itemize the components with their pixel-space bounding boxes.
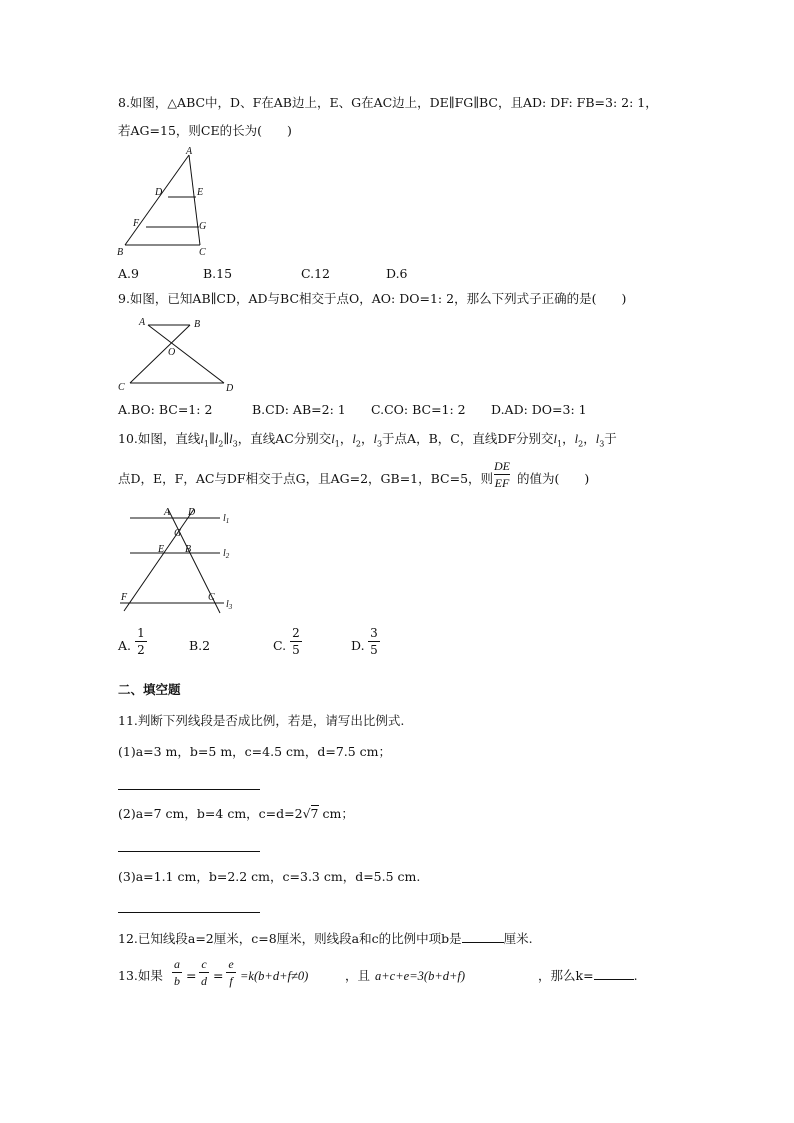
q11-answer-line-2[interactable] xyxy=(118,851,260,852)
q13-blank[interactable] xyxy=(594,979,634,980)
q13-f3-bar xyxy=(226,972,236,973)
q11-answer-line-3[interactable] xyxy=(118,912,260,913)
q10-option-c-den: 5 xyxy=(292,643,300,657)
q10-sub1b: 1 xyxy=(334,439,340,449)
q9-label-c: C xyxy=(118,382,125,393)
q8-triangle-figure xyxy=(112,145,222,260)
q10-l3: l xyxy=(229,432,233,446)
q10-label-l1-sub: 1 xyxy=(225,517,230,525)
q13-suffix-b: . xyxy=(633,968,638,983)
q13-f1-num: a xyxy=(174,957,180,971)
q8-label-a: A xyxy=(186,146,193,157)
q9-option-a: A.BO: BC=1: 2 xyxy=(118,402,213,417)
q12-line xyxy=(118,933,533,946)
q10-l1: l xyxy=(200,432,204,446)
q10-option-a-prefix: A. xyxy=(118,638,132,653)
q10-sub1: 1 xyxy=(203,439,209,449)
q9-option-d: D.AD: DO=3: 1 xyxy=(491,402,587,417)
q10-label-l3 xyxy=(226,599,233,611)
q10-label-c: C xyxy=(208,592,215,603)
q10-comma-4: ， xyxy=(583,431,596,446)
q8-option-c: C.12 xyxy=(301,266,330,281)
q10-frac-num: DE xyxy=(494,459,510,473)
q9-label-a: A xyxy=(139,317,146,328)
q10-l2c: l xyxy=(574,432,579,446)
q10-comma-3: ， xyxy=(562,431,575,446)
q10-label-l1 xyxy=(223,513,229,525)
q11-answer-line-1[interactable] xyxy=(118,789,260,790)
q13-f2-den: d xyxy=(201,974,207,988)
q10-label-l3-sub: 3 xyxy=(228,603,233,611)
q8-side-ab xyxy=(125,155,189,245)
q8-label-c: C xyxy=(199,247,206,258)
q10-label-g: G xyxy=(174,528,182,539)
q8-label-e: E xyxy=(197,187,204,198)
q10-line1-mid: ，直线AC分别交 xyxy=(237,431,332,446)
q11-part2-radicand: 7 xyxy=(310,806,319,821)
q10-label-l3-l: l xyxy=(226,599,229,610)
q13-f1-bar xyxy=(172,972,182,973)
q11-part2 xyxy=(118,808,354,821)
q10-label-l1-l: l xyxy=(223,513,226,524)
q10-sub2c: 2 xyxy=(578,439,584,449)
q10-label-b: B xyxy=(185,544,192,555)
q13-eq-1: = xyxy=(186,968,197,983)
q10-sub2: 2 xyxy=(218,439,224,449)
q13-f2-bar xyxy=(199,972,209,973)
q10-label-l2 xyxy=(223,548,230,560)
q13-eq2: a+c+e=3(b+d+f) xyxy=(375,969,466,983)
q10-fraction-de-ef xyxy=(494,460,510,489)
q8-line1: 8.如图，△ABC中，D、F在AB边上，E、G在AC边上，DE∥FG∥BC，且AD: DF: FB=3: 2: 1， xyxy=(118,95,658,110)
q13-fraction-c-d xyxy=(199,958,209,987)
q10-l1c: l xyxy=(553,432,558,446)
q13-prefix: 13.如果 xyxy=(118,968,163,983)
q13-f3-num: e xyxy=(228,957,234,971)
q10-label-f: F xyxy=(121,592,128,603)
q8-option-d: D.6 xyxy=(386,266,408,281)
q9-line1: 9.如图，已知AB∥CD，AD与BC相交于点O，AO: DO=1: 2，那么下列式子正确的是( ) xyxy=(118,291,627,306)
q13-suffix xyxy=(538,970,638,983)
q13-mid: ，且 xyxy=(345,968,371,983)
q10-option-a-num: 1 xyxy=(137,626,145,640)
q10-sub3c: 3 xyxy=(599,439,605,449)
q11-stem: 11.判断下列线段是否成比例，若是，请写出比例式. xyxy=(118,713,405,728)
q10-sub3b: 3 xyxy=(376,439,383,449)
q11-part2-prefix: (2)a=7 cm，b=4 cm，c=d=2 xyxy=(118,806,303,821)
q10-l2b: l xyxy=(352,432,356,446)
q10-line1-end: 于 xyxy=(604,431,617,446)
q8-option-b: B.15 xyxy=(203,266,233,281)
q10-option-d-bar xyxy=(368,641,380,642)
q10-figure xyxy=(112,503,242,618)
q10-option-c-bar xyxy=(290,641,302,642)
q13-f2-num: c xyxy=(201,957,207,971)
q8-label-g: G xyxy=(199,221,207,232)
q10-sub3: 3 xyxy=(232,439,238,449)
q10-line-df xyxy=(124,509,194,611)
q10-option-c-fraction xyxy=(290,627,302,656)
q10-sub2b: 2 xyxy=(355,439,361,449)
q12-suffix: 厘米. xyxy=(503,931,533,946)
q10-comma-1: ， xyxy=(339,431,353,446)
q10-label-l2-l: l xyxy=(223,548,226,559)
q10-option-c-num: 2 xyxy=(292,626,300,640)
q10-parallel-2: ∥ xyxy=(223,431,230,446)
q10-option-a-bar xyxy=(135,641,147,642)
q9-option-c: C.CO: BC=1: 2 xyxy=(371,402,466,417)
sqrt-icon: √ xyxy=(302,806,311,821)
q12-blank[interactable] xyxy=(462,942,504,943)
q13-f1-den: b xyxy=(174,974,180,988)
q13-fraction-e-f xyxy=(226,958,236,987)
q10-label-a: A xyxy=(164,507,171,518)
q10-line2-suffix: 的值为( ) xyxy=(517,471,590,486)
q12-prefix: 12.已知线段a=2厘米，c=8厘米，则线段a和c的比例中项b是 xyxy=(118,931,462,946)
q10-option-d-prefix: D. xyxy=(351,638,365,653)
q10-sub1c: 1 xyxy=(557,439,563,449)
q8-label-f: F xyxy=(133,218,140,229)
q10-l3b: l xyxy=(373,432,377,446)
q10-l3c: l xyxy=(595,432,600,446)
q10-option-d-den: 5 xyxy=(370,643,378,657)
q13-eq-2: = xyxy=(213,968,224,983)
q10-option-d-num: 3 xyxy=(370,626,378,640)
q10-option-d-fraction xyxy=(368,627,380,656)
q13-fraction-a-b xyxy=(172,958,182,987)
q10-label-d: D xyxy=(188,507,196,518)
q13-suffix-a: ，那么k= xyxy=(538,968,594,983)
q10-option-a-fraction xyxy=(135,627,147,656)
q8-label-b: B xyxy=(117,247,124,258)
q10-comma-2: ， xyxy=(360,431,374,446)
q13-eq-tail: =k(b+d+f≠0) xyxy=(240,969,309,983)
q10-label-e: E xyxy=(158,544,165,555)
q9-label-o: O xyxy=(168,347,176,358)
q8-line2: 若AG=15，则CE的长为( ) xyxy=(118,123,292,138)
q10-line1 xyxy=(118,433,617,449)
q10-frac-bar xyxy=(494,474,510,475)
q9-label-b: B xyxy=(194,319,201,330)
q10-l1b: l xyxy=(331,432,335,446)
q10-frac-den: EF xyxy=(494,476,510,490)
q10-option-c-prefix: C. xyxy=(273,638,287,653)
q10-line1-prefix: 10.如图，直线 xyxy=(118,431,201,446)
section-title-fill-blank: 二、填空题 xyxy=(118,682,181,697)
q11-part2-suffix: cm； xyxy=(318,806,354,821)
q11-part3: (3)a=1.1 cm，b=2.2 cm，c=3.3 cm，d=5.5 cm. xyxy=(118,869,421,884)
q10-label-l2-sub: 2 xyxy=(225,552,230,560)
q10-option-b: B.2 xyxy=(189,638,211,653)
q9-figure xyxy=(112,313,242,398)
q13-f3-den: f xyxy=(229,974,233,988)
q9-label-d: D xyxy=(226,383,234,394)
q10-parallel-1: ∥ xyxy=(208,431,215,446)
q10-option-a-den: 2 xyxy=(137,643,145,657)
q8-label-d: D xyxy=(155,187,163,198)
q10-line1-mid2: 于点A，B，C，直线DF分别交 xyxy=(382,431,554,446)
q11-part1: (1)a=3 m，b=5 m，c=4.5 cm，d=7.5 cm； xyxy=(118,744,392,759)
q8-option-a: A.9 xyxy=(118,266,139,281)
q10-l2: l xyxy=(214,432,219,446)
q10-line2-prefix: 点D，E，F，AC与DF相交于点G，且AG=2，GB=1，BC=5，则 xyxy=(118,471,494,486)
q9-option-b: B.CD: AB=2: 1 xyxy=(252,402,346,417)
